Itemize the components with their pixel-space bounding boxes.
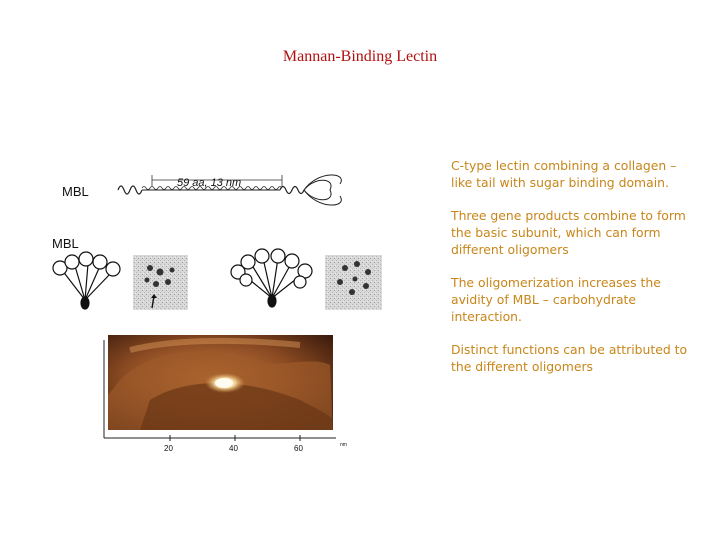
axis-tick-label: 60 <box>294 444 303 453</box>
mbl-monomer-diagram <box>62 175 341 205</box>
diagram-label: MBL <box>52 236 79 251</box>
bullet-text: Distinct functions can be attributed to the different oligomers <box>451 342 688 374</box>
bullet-text: Three gene products combine to form the basic subunit, which can form different oligomers <box>451 208 686 257</box>
electron-micrograph <box>133 255 188 310</box>
slide-title: Mannan-Binding Lectin <box>282 48 438 65</box>
bullet-text: C-type lectin combining a collagen – like tail with sugar binding domain. <box>451 158 677 190</box>
electron-micrograph <box>325 255 382 310</box>
bullet-text: The oligomerization increases the avidity of MBL – carbohydrate interaction. <box>451 275 661 324</box>
mbl-oligomer-diagrams <box>52 236 382 310</box>
axis-tick-label: 20 <box>164 444 173 453</box>
axis-unit-label: nm <box>340 442 347 448</box>
axis-tick-label: 40 <box>229 444 238 453</box>
dimension-label: 59 aa, 13 nm <box>177 177 242 189</box>
diagram-label: MBL <box>62 184 89 199</box>
afm-image <box>108 335 333 430</box>
